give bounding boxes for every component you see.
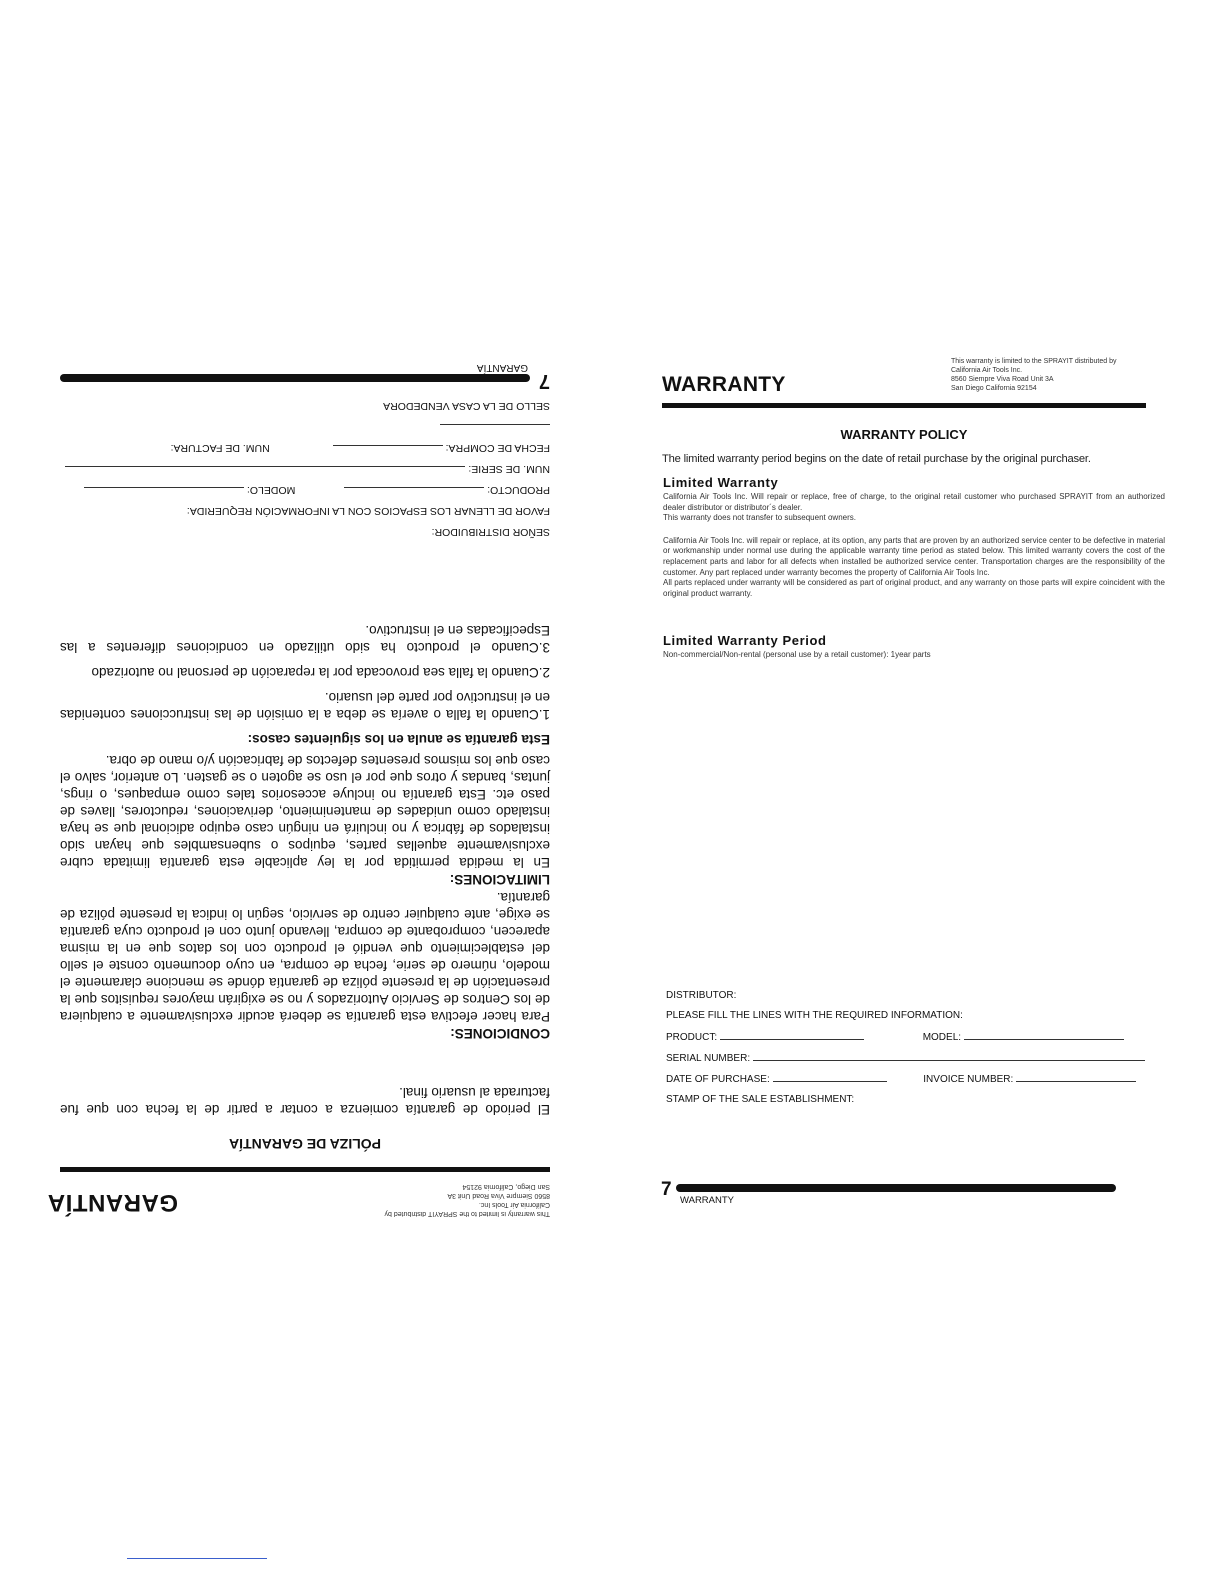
conditions-heading: CONDICIONES:: [450, 1026, 550, 1041]
model-field[interactable]: [964, 1031, 1124, 1040]
form-distributor-label: SEÑOR DISTRIBUIDOR:: [431, 526, 550, 538]
serial-field[interactable]: [65, 466, 465, 476]
invoice-field[interactable]: [1016, 1073, 1136, 1082]
form-invoice-label: INVOICE NUMBER:: [923, 1074, 1014, 1085]
form-instructions: FAVOR DE LLENAR LOS ESPACIOS CON LA INFORMACIÓN REQUERIDA:: [186, 505, 550, 517]
link-underline: [127, 1558, 267, 1559]
form-serial-row: [666, 1052, 1145, 1064]
product-field[interactable]: [720, 1031, 864, 1040]
english-page-title: WARRANTY: [662, 373, 786, 396]
limited-warranty-paragraph: All parts replaced under warranty will be considered as part of original product, and any warranty on those parts will expire coincident with the original product warranty.: [663, 578, 1165, 598]
address-line: This warranty is limited to the SPRAYIT distributed by: [384, 1210, 550, 1217]
void-cases-section: [60, 622, 550, 748]
limitations-heading: LIMITACIONES:: [449, 872, 550, 887]
conditions-text: Para hacer efectiva esta garantía se deberá acudir exclusivamente a cualquiera de los Centros de Servicio Autorizados y no se exigirán mayores requisitos que la presentación de la presente póliza de garantía dónde se mencione claramente el modelo, número de serie, fecha de compra, en cuyo documento conste el sello del establecimiento que vendió el producto con los datos que en la misma aparecen, comprobante de compra, llevando junto con el producto cuya garantía se exige, ante cualquier centro de servicio, según lo indica la presente póliza de garantía.: [60, 890, 550, 1024]
form-stamp-label: STAMP OF THE SALE ESTABLISHMENT:: [666, 1094, 855, 1105]
limited-warranty-paragraph: California Air Tools Inc. Will repair or replace, free of charge, to the original retail customer who purchased SPRAYIT from an authorized dealer distributor or distributor´s dealer.: [663, 492, 1165, 512]
spanish-distributor-form: [60, 395, 550, 542]
purchase-date-field[interactable]: [333, 445, 443, 455]
invoice-field[interactable]: [440, 424, 550, 434]
spanish-page-number: 7: [538, 370, 550, 392]
english-intro: The limited warranty period begins on the date of retail purchase by the original purchaser.: [662, 453, 1091, 465]
void-case-item: 2.Cuando la falla sea provocada por la reparación de personal no autorizado: [91, 665, 550, 680]
void-case-item: 1.Cuando la falla o avería se deba a la omisión de las instrucciones contenidas en el instructivo por parte del usuario.: [60, 690, 550, 722]
limited-warranty-paragraph: California Air Tools Inc. will repair or replace, at its option, any parts that are proven by an authorized service center to be defective in material or workmanship under normal use during the applicable warranty time period as stated below. This limited warranty covers the cost of the replacement parts and labor for all defects when installed be authorized service center. Transportation charges are the responsibility of the customer. Any part replaced under warranty becomes the property of California Air Tools Inc.: [663, 535, 1165, 577]
purchase-date-field[interactable]: [773, 1073, 887, 1082]
limitations-text: En la medida permitida por la ley aplicable esta garantía limitada cubre exclusivamente aquellas partes, equipos o subensambles que hayan sido instalados de fábrica y no incluirá en ningún caso equipo adicional que se haya instalado como unidades de mantenimiento, derivaciones, reductores, llaves de paso etc. Esta garantía no incluye accesorios tales como empaques, o rings, juntas, bandas y otros que por el uso se agoten o se gasten. Lo anterior, salvo el caso que los mismos presentes defectos de fabricación y/o mano de obra.: [60, 753, 550, 870]
limited-warranty-paragraph: This warranty does not transfer to subsequent owners.: [663, 513, 856, 523]
form-instructions: PLEASE FILL THE LINES WITH THE REQUIRED INFORMATION:: [666, 1010, 963, 1021]
warranty-period-heading: Limited Warranty Period: [663, 633, 827, 648]
english-page-number: 7: [661, 1179, 672, 1200]
form-purchase-date-label: FECHA DE COMPRA:: [445, 442, 550, 454]
form-serial-row: [60, 458, 550, 479]
limitations-section: [60, 752, 550, 888]
form-invoice-label: NUM. DE FACTURA:: [170, 442, 270, 454]
address-line: 8560 Siempre Viva Road Unit 3A: [951, 376, 1054, 383]
footer-bar: [676, 1184, 1116, 1192]
serial-field[interactable]: [753, 1052, 1145, 1061]
footer-bar: [60, 374, 530, 382]
spanish-footer-label: GARANTÍA: [476, 362, 528, 373]
warranty-period-text: Non-commercial/Non-rental (personal use by a retail customer): 1year parts: [663, 650, 931, 659]
spanish-policy-title: PÓLIZA DE GARANTÍA: [229, 1136, 381, 1152]
address-line: 8560 Siempre Viva Road Unit 3A: [447, 1192, 550, 1199]
model-field[interactable]: [84, 487, 244, 497]
form-serial-label: SERIAL NUMBER:: [666, 1053, 751, 1064]
address-line: San Diego California 92154: [951, 385, 1037, 392]
header-divider: [662, 403, 1146, 408]
form-product-label: PRODUCTO:: [487, 484, 550, 496]
form-purchase-date-label: DATE OF PURCHASE:: [666, 1074, 770, 1085]
void-cases-heading: Esta garantía se anula en los siguientes casos:: [247, 732, 550, 747]
spanish-warranty-page: [47, 358, 550, 1218]
spanish-page-title: GARANTÍA: [47, 1189, 178, 1216]
form-model-label: MODELO:: [246, 484, 296, 496]
english-distributor-address: [951, 357, 1116, 393]
form-date-row: [666, 1073, 1136, 1085]
english-footer-label: WARRANTY: [680, 1195, 735, 1206]
form-model-label: MODEL:: [922, 1032, 962, 1043]
header-divider: [60, 1167, 550, 1172]
form-product-row: [666, 1031, 1124, 1043]
product-field[interactable]: [344, 487, 484, 497]
spanish-intro: El periodo de garantía comienza a contar a partir de la fecha con que fue facturada al usuario final.: [60, 1085, 550, 1117]
conditions-section: [60, 889, 550, 1042]
limited-warranty-heading: Limited Warranty: [663, 475, 779, 490]
form-product-label: PRODUCT:: [666, 1032, 718, 1043]
limited-warranty-text: [663, 492, 1165, 599]
form-distributor-label: DISTRIBUTOR:: [666, 990, 737, 1001]
void-case-item: 3.Cuando el producto ha sido utilizado en condiciones diferentes a las Especificadas en el instructivo.: [60, 623, 550, 655]
form-date-row: [60, 416, 550, 458]
address-line: San Diego, California 92154: [462, 1183, 550, 1190]
form-product-row: [60, 479, 550, 500]
form-stamp-label: SELLO DE LA CASA VENDEDORA: [383, 400, 550, 412]
english-policy-title: WARRANTY POLICY: [840, 427, 968, 442]
address-line: California Air Tools Inc.: [478, 1201, 550, 1208]
address-line: This warranty is limited to the SPRAYIT distributed by: [951, 358, 1117, 365]
form-serial-label: NUM. DE SERIE:: [468, 463, 550, 475]
address-line: California Air Tools Inc.: [951, 367, 1023, 374]
spanish-distributor-address: [385, 1182, 550, 1218]
